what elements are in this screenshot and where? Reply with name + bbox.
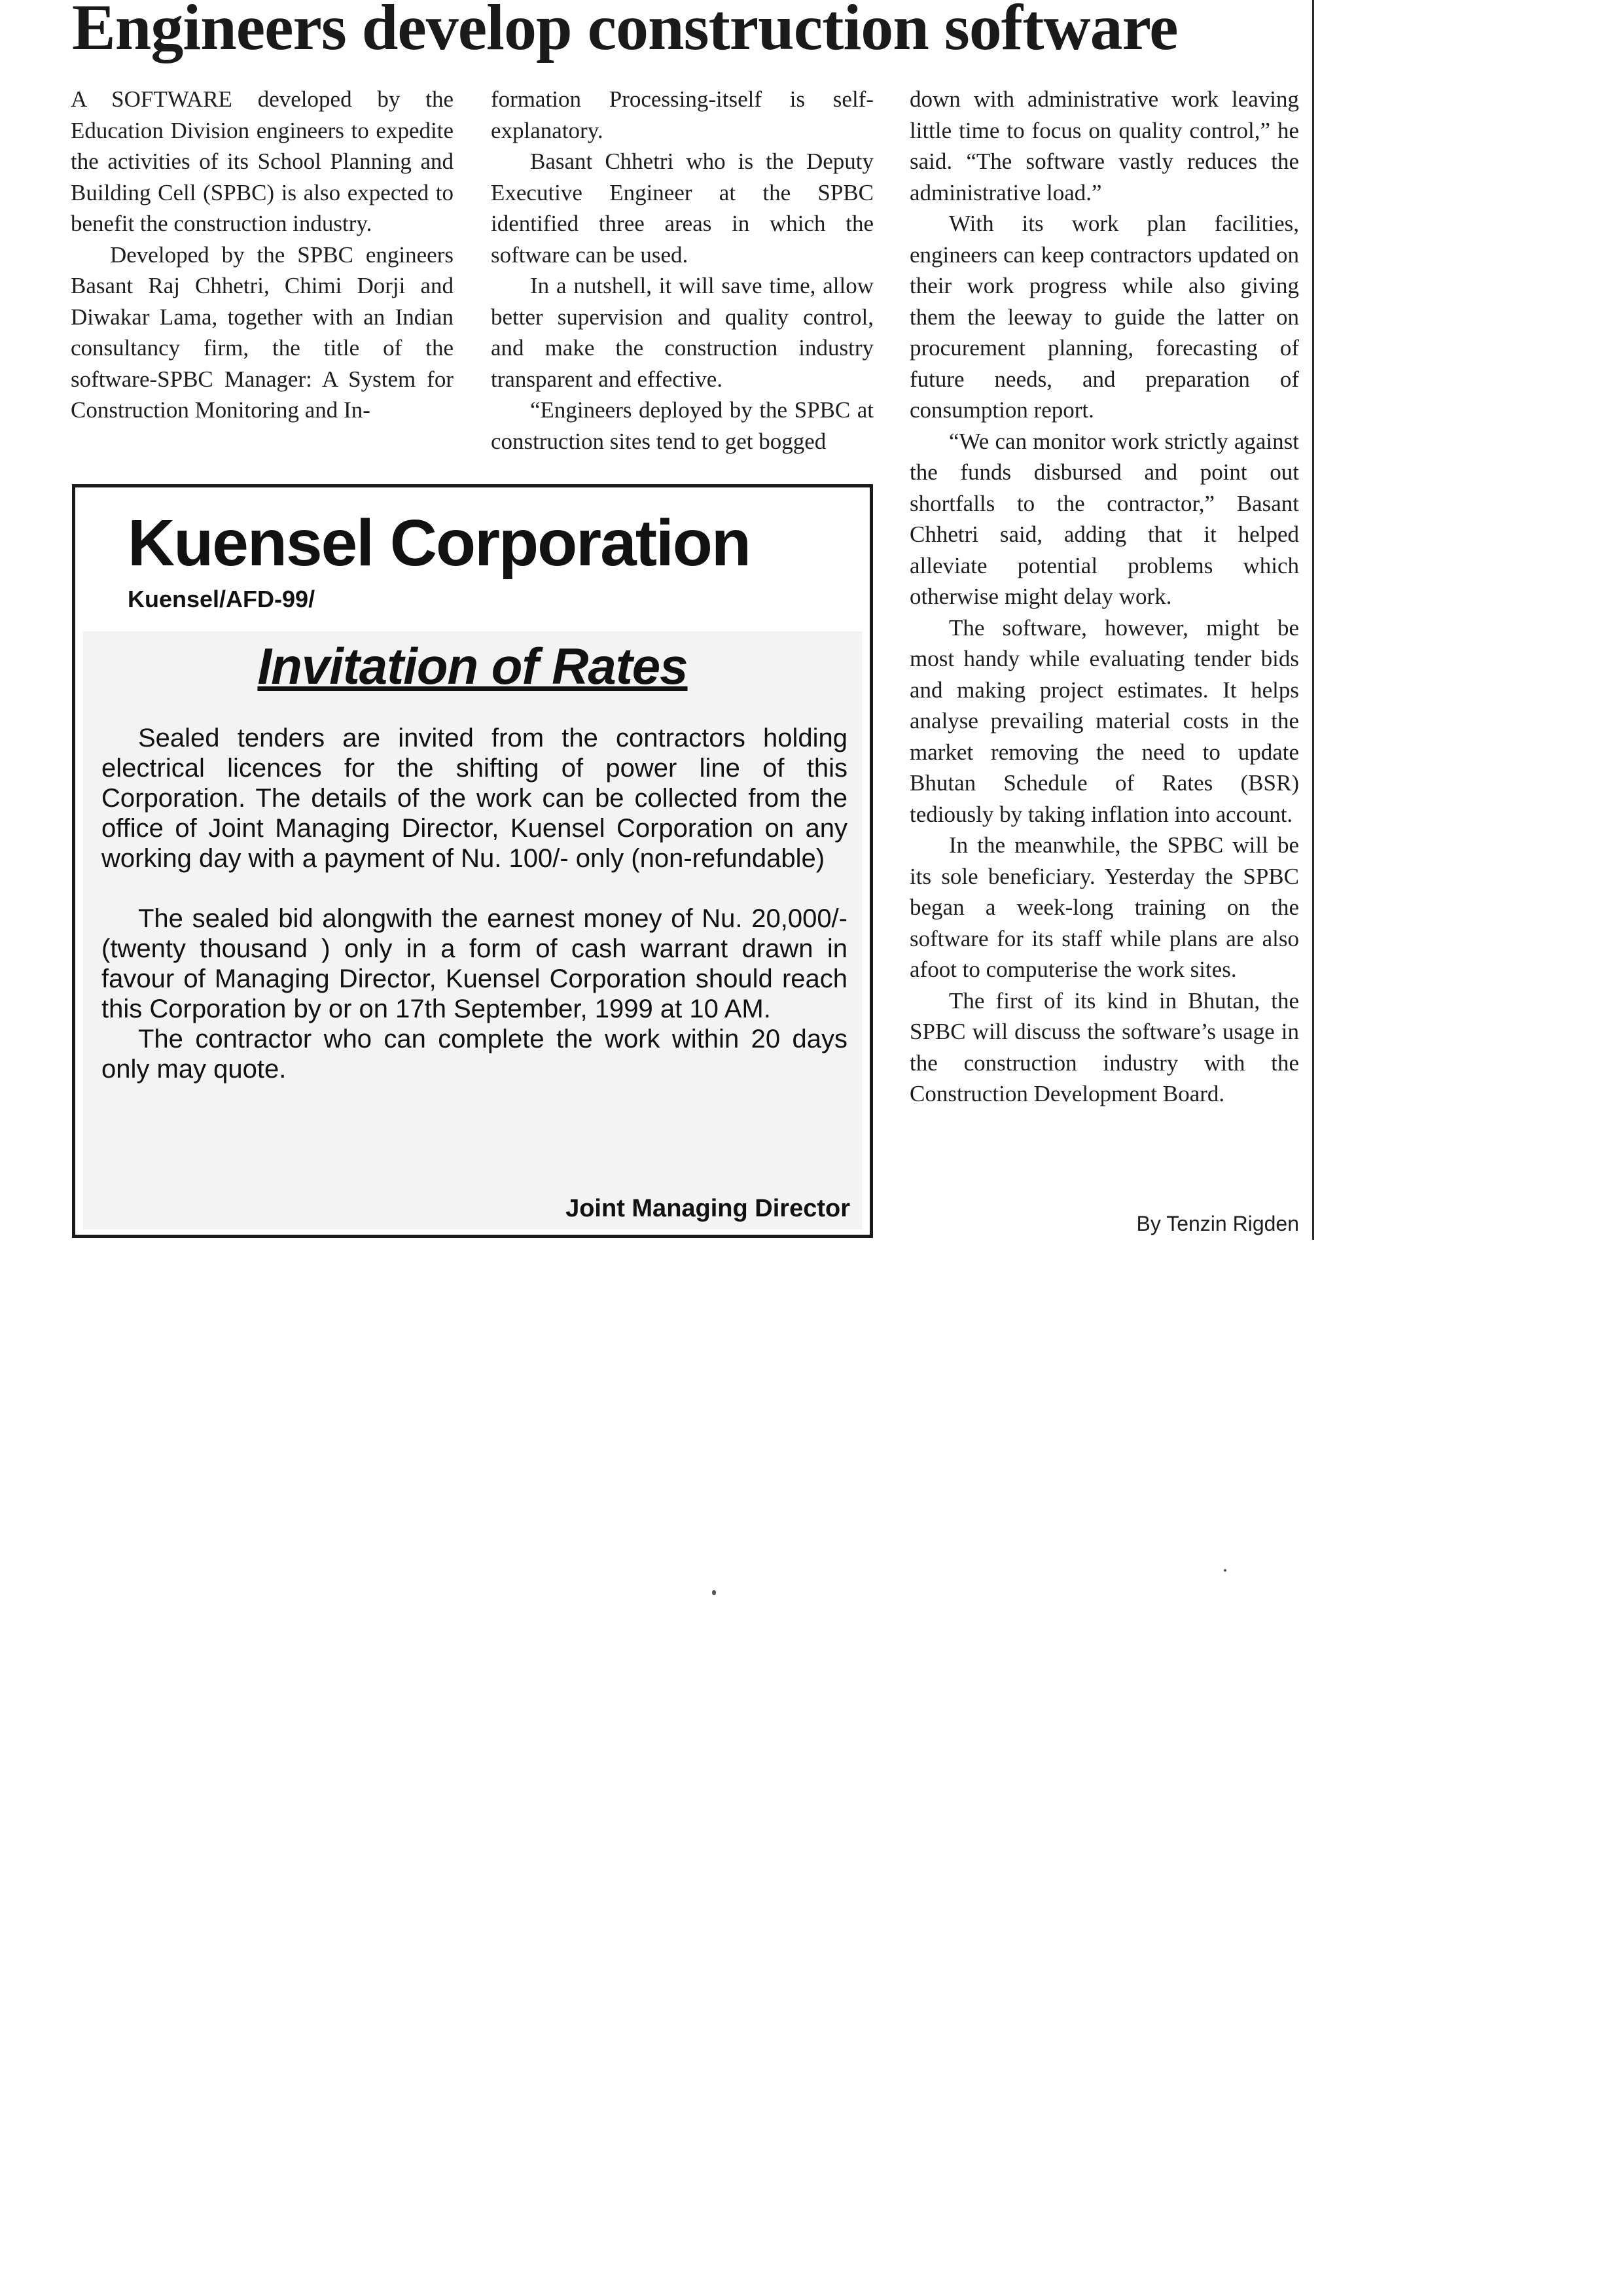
ad-corporation-name: Kuensel Corporation: [128, 506, 750, 580]
byline: By Tenzin Rigden: [1136, 1212, 1299, 1235]
paragraph: Basant Chhetri who is the Deputy Executive Engineer at the SPBC identified three areas in which the software can be used.: [491, 149, 874, 268]
paragraph: “We can monitor work strictly against the funds disbursed and point out shortfalls to the contractor,” Basant Chhetri said, adding that it helped alleviate potential problems which otherwise might delay work.: [910, 428, 1299, 609]
ad-notice-panel: [83, 631, 862, 1229]
paragraph: Developed by the SPBC engineers Basant Raj Chhetri, Chimi Dorji and Diwakar Lama, together with an Indian consultancy firm, the title of the software-SPBC Manager: A System for Construction Monitoring and In-: [71, 241, 454, 423]
ad-reference: Kuensel/AFD-99/: [128, 586, 315, 612]
article-column-3: [910, 84, 1299, 1110]
article-column-1: [71, 84, 454, 426]
ad-paragraph: The sealed bid alongwith the earnest money of Nu. 20,000/- (twenty thousand ) only in a form of cash warrant drawn in favour of Managing Director, Kuensel Corporation should reach this Corporation by or on 17th September, 1999 at 10 AM.: [101, 904, 847, 1023]
paragraph: In a nutshell, it will save time, allow better supervision and quality control, and make the construction industry transparent and effective.: [491, 273, 874, 392]
article-column-2: [491, 84, 874, 457]
ad-paragraph: Sealed tenders are invited from the contractors holding electrical licences for the shifting of power line of this Corporation. The details of the work can be collected from the office of Joint Managing Director, Kuensel Corporation on any working day with a payment of Nu. 100/- only (non-refundable): [101, 724, 847, 873]
headline: Engineers develop construction software: [72, 0, 1178, 63]
paragraph: A SOFTWARE developed by the Education Division engineers to expedite the activities of its School Planning and Building Cell (SPBC) is also expected to benefit the construction industry.: [71, 86, 454, 236]
paragraph: With its work plan facilities, engineers can keep contractors updated on their work progress while also giving them the leeway to guide the latter on procurement planning, forecasting of future needs, and preparation of consumption report.: [910, 211, 1299, 423]
paragraph: In the meanwhile, the SPBC will be its sole beneficiary. Yesterday the SPBC began a week-long training on the software for its staff while plans are also afoot to computerise the work sites.: [910, 832, 1299, 982]
scan-speck: [1224, 1569, 1226, 1572]
advertisement-box: [72, 484, 873, 1238]
ad-signature: Joint Managing Director: [565, 1195, 850, 1222]
paragraph: “Engineers deployed by the SPBC at construction sites tend to get bogged: [491, 397, 874, 454]
scan-speck: [712, 1590, 716, 1595]
ad-title: Invitation of Rates: [257, 637, 688, 695]
ad-body: [101, 723, 847, 1084]
column-rule: [1312, 0, 1314, 1240]
paragraph: The software, however, might be most handy while evaluating tender bids and making project estimates. It helps analyse prevailing material costs in the market removing the need to update Bhutan Schedule of Rates (BSR) tediously by taking inflation into account.: [910, 614, 1299, 827]
ad-paragraph: The contractor who can complete the work within 20 days only may quote.: [101, 1025, 847, 1084]
newspaper-clipping: [65, 0, 1322, 1256]
paragraph: formation Processing-itself is self-explanatory.: [491, 86, 874, 143]
paragraph: The first of its kind in Bhutan, the SPBC will discuss the software’s usage in the construction industry with the Construction Development Board.: [910, 987, 1299, 1106]
paragraph: down with administrative work leaving little time to focus on quality control,” he said. “The software vastly reduces the administrative load.”: [910, 86, 1299, 205]
